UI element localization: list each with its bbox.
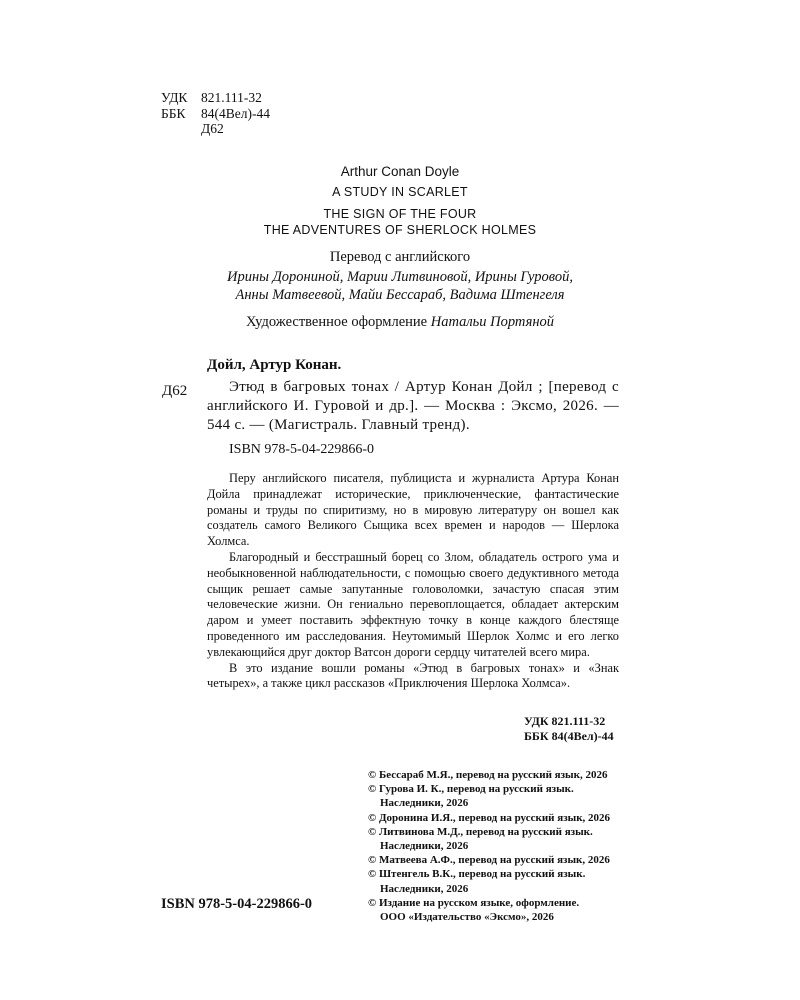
bbk-value: 84(4Вел)-44 xyxy=(201,105,270,121)
design-name: Натальи Портяной xyxy=(430,314,555,330)
translators-line-1: Ирины Дорониной, Марии Литвиновой, Ирины Гуровой, xyxy=(226,269,574,285)
copyright-continuation: Наследники, 2026 xyxy=(380,882,469,895)
udk-value: 821.111-32 xyxy=(201,90,262,105)
copyright-line: © Матвеева А.Ф., перевод на русский язык, 2026 xyxy=(368,854,610,867)
translated-from: Перевод с английского xyxy=(329,249,471,265)
original-author: Arthur Conan Doyle xyxy=(340,164,460,179)
udk-label: УДК xyxy=(161,90,188,105)
udk-bold: УДК 821.111-32 xyxy=(524,714,606,728)
bbk-bold: ББК 84(4Вел)-44 xyxy=(524,729,614,743)
copyright-continuation: Наследники, 2026 xyxy=(380,797,469,810)
copyright-line: © Штенгель В.К., перевод на русский язык. xyxy=(368,868,586,881)
original-title-3: THE ADVENTURES OF SHERLOCK HOLMES xyxy=(263,223,537,237)
udk-row xyxy=(161,90,270,106)
annotation-paragraph-1: Перу английского писателя, публициста и журналиста Артура Конан Дойла принадлежат исторические, приключенческие, фантастические романы и труды по спиритизму, но в мировую литературу он вошел как создатель самого Великого Сыщика всех времен и народов — Шерлока Холмса. xyxy=(207,471,619,549)
copyright-line: © Бессараб М.Я., перевод на русский язык, 2026 xyxy=(368,769,608,781)
isbn-bottom: ISBN 978-5-04-229866-0 xyxy=(161,896,313,912)
annotation xyxy=(207,471,619,692)
copyright-line: © Издание на русском языке, оформление. xyxy=(368,896,580,909)
design-credit xyxy=(190,314,610,331)
catalog-main-author: Дойл, Артур Конан. xyxy=(207,357,342,373)
original-title-1: A STUDY IN SCARLET xyxy=(332,185,468,199)
annotation-paragraph-2: Благородный и бесстрашный борец со Злом, обладатель острого ума и необыкновенной наблюдательности, с помощью своего дедуктивного метода сыщик решает самые запутанные головоломки, зачастую спасая этим человеческие жизни. Он гениально перевоплощается, обладает актерским даром и умеет поставить эффектную точку в конце каждого блестяще проведенного им расследования. Неутомимый Шерлок Холмс и его легко увлекающийся друг доктор Ватсон дороги сердцу читателей всего мира. xyxy=(207,549,619,659)
design-prefix: Художественное оформление xyxy=(245,314,428,330)
original-title-2: THE SIGN OF THE FOUR xyxy=(323,207,477,221)
copyright-continuation: Наследники, 2026 xyxy=(380,840,469,853)
copyright-line: © Доронина И.Я., перевод на русский язык, 2026 xyxy=(368,811,611,824)
author-sign: Д62 xyxy=(201,121,224,136)
catalog-sign: Д62 xyxy=(162,383,188,399)
translators xyxy=(190,268,610,304)
copyright-block xyxy=(368,768,628,924)
catalog-description: Этюд в багровых тонах / Артур Конан Дойл ; [перевод с английского И. Гуровой и др.]. — Москва : Эксмо, 2026. — 544 с. — (Магистраль. Главный тренд). xyxy=(207,379,619,433)
copyright-line: © Литвинова М.Д., перевод на русский язык. xyxy=(368,825,593,838)
annotation-paragraph-3: В это издание вошли романы «Этюд в багровых тонах» и «Знак четырех», а также цикл рассказов «Приключения Шерлока Холмса». xyxy=(207,660,619,691)
classification-bold xyxy=(524,714,614,744)
copyright-line: © Гурова И. К., перевод на русский язык. xyxy=(368,783,574,796)
copyright-continuation: ООО «Издательство «Эксмо», 2026 xyxy=(380,911,554,924)
bbk-label: ББК xyxy=(161,105,186,121)
classification-codes xyxy=(161,90,270,137)
translators-line-2: Анны Матвеевой, Майи Бессараб, Вадима Штенгеля xyxy=(235,287,565,303)
catalog-isbn: ISBN 978-5-04-229866-0 xyxy=(229,442,375,457)
bbk-row xyxy=(161,106,270,122)
